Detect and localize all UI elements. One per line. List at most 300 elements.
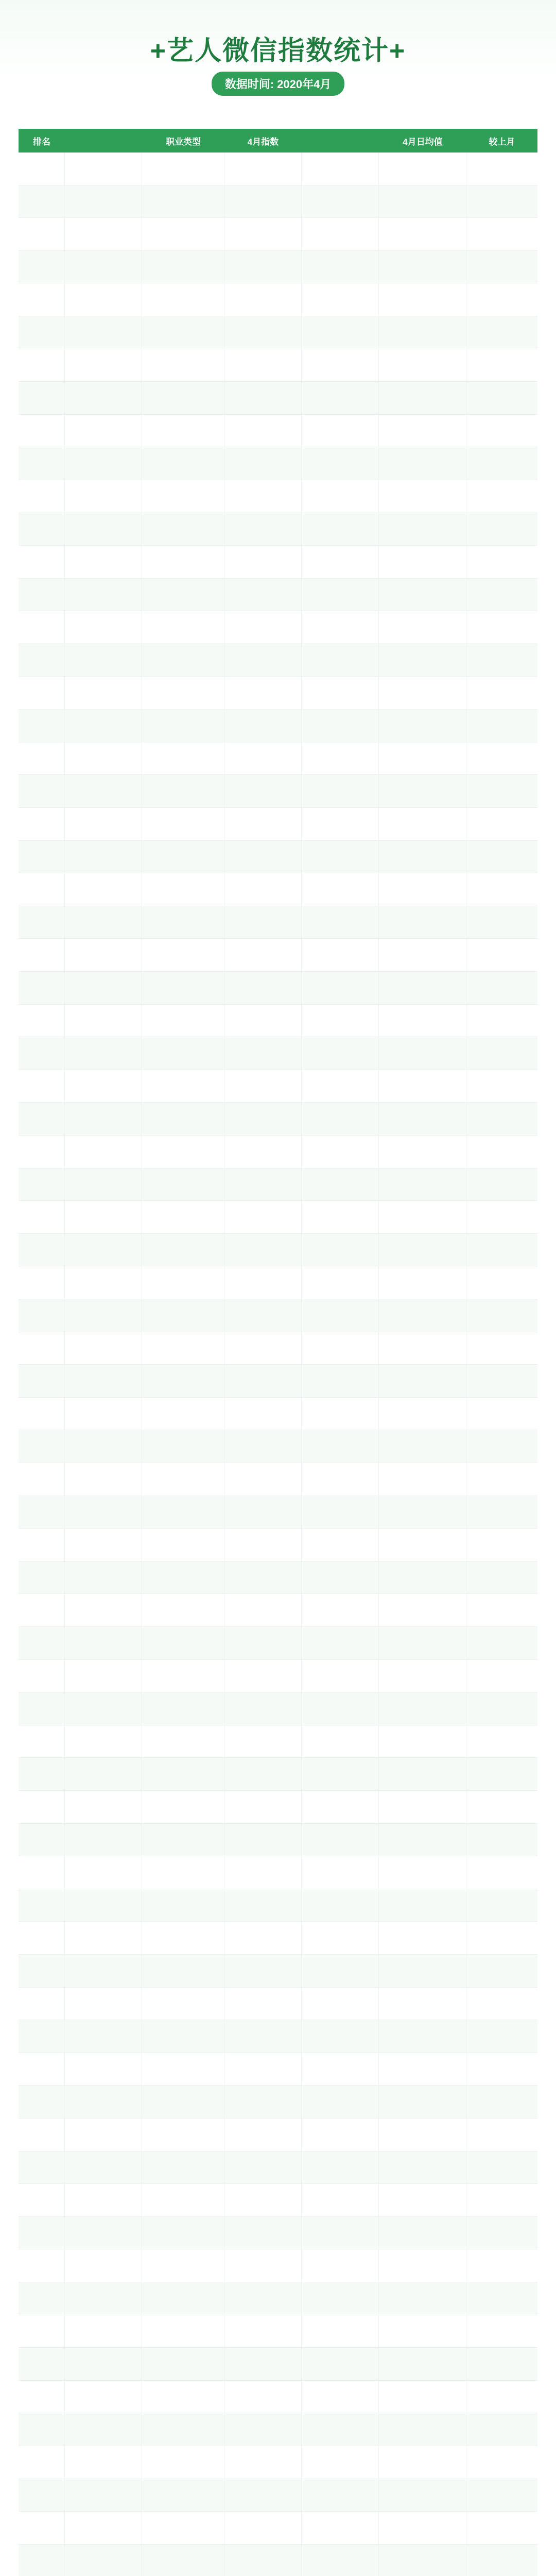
column-header-monthly-index: 4月指数: [247, 137, 279, 147]
table-cell: [65, 1562, 142, 1594]
table-row: [19, 1562, 537, 1595]
table-cell: [302, 1824, 379, 1856]
table-cell: [224, 2348, 302, 2380]
table-cell: [302, 906, 379, 939]
table-cell: [65, 1332, 142, 1365]
table-cell: [65, 1725, 142, 1758]
table-cell: [466, 2151, 537, 2184]
table-cell: [224, 972, 302, 1004]
table-cell: [379, 2086, 466, 2118]
table-cell: [379, 316, 466, 349]
table-cell: [19, 1299, 65, 1332]
table-cell: [466, 447, 537, 480]
table-cell: [466, 2053, 537, 2086]
table-cell: [302, 709, 379, 742]
table-body: [19, 152, 537, 2576]
table-cell: [466, 316, 537, 349]
table-cell: [379, 1758, 466, 1790]
table-cell: [19, 1266, 65, 1299]
table-cell: [466, 1430, 537, 1463]
table-cell: [302, 1758, 379, 1790]
table-cell: [302, 1234, 379, 1266]
table-cell: [466, 2446, 537, 2479]
table-cell: [65, 1266, 142, 1299]
table-cell: [19, 2348, 65, 2380]
table-cell: [19, 808, 65, 840]
table-cell: [302, 2512, 379, 2544]
table-cell: [224, 1988, 302, 2020]
table-cell: [379, 2446, 466, 2479]
table-cell: [302, 1299, 379, 1332]
table-cell: [302, 1562, 379, 1594]
table-row: [19, 1922, 537, 1955]
table-cell: [224, 2545, 302, 2576]
table-cell: [65, 2020, 142, 2053]
table-cell: [19, 1463, 65, 1496]
table-cell: [224, 1791, 302, 1823]
table-cell: [224, 841, 302, 873]
table-cell: [65, 2512, 142, 2544]
table-cell: [224, 1824, 302, 1856]
table-cell: [379, 906, 466, 939]
table-row: [19, 2151, 537, 2184]
table-cell: [302, 2119, 379, 2151]
table-cell: [19, 611, 65, 643]
table-cell: [302, 841, 379, 873]
table-cell: [142, 1660, 224, 1692]
table-cell: [19, 1856, 65, 1889]
table-cell: [466, 480, 537, 513]
table-row: [19, 1266, 537, 1299]
table-cell: [466, 415, 537, 447]
table-cell: [65, 2282, 142, 2315]
table-cell: [65, 1430, 142, 1463]
table-cell: [466, 972, 537, 1004]
table-cell: [466, 677, 537, 709]
table-cell: [379, 2020, 466, 2053]
table-cell: [466, 1529, 537, 1561]
table-cell: [466, 546, 537, 578]
table-cell: [19, 1988, 65, 2020]
table-cell: [466, 2545, 537, 2576]
table-cell: [65, 2086, 142, 2118]
table-cell: [224, 709, 302, 742]
table-cell: [466, 1201, 537, 1233]
table-cell: [19, 1168, 65, 1201]
table-cell: [65, 2184, 142, 2216]
table-cell: [466, 1136, 537, 1168]
table-cell: [466, 1365, 537, 1397]
table-cell: [19, 1496, 65, 1529]
table-cell: [302, 2053, 379, 2086]
table-cell: [19, 579, 65, 611]
table-cell: [302, 2282, 379, 2315]
table-cell: [65, 349, 142, 382]
table-cell: [19, 2053, 65, 2086]
table-cell: [379, 808, 466, 840]
table-cell: [466, 2348, 537, 2380]
table-cell: [302, 2348, 379, 2380]
table-cell: [65, 1496, 142, 1529]
table-cell: [142, 2381, 224, 2413]
table-cell: [19, 2315, 65, 2348]
table-cell: [142, 644, 224, 676]
table-cell: [379, 546, 466, 578]
table-cell: [142, 2315, 224, 2348]
table-cell: [65, 218, 142, 250]
table-cell: [19, 742, 65, 775]
table-cell: [224, 2413, 302, 2446]
table-cell: [65, 2446, 142, 2479]
table-cell: [142, 1529, 224, 1561]
table-row: [19, 1234, 537, 1267]
table-cell: [302, 2545, 379, 2576]
table-cell: [466, 1824, 537, 1856]
table-row: [19, 546, 537, 579]
table-cell: [19, 2086, 65, 2118]
table-cell: [379, 2249, 466, 2282]
table-cell: [466, 709, 537, 742]
table-cell: [302, 742, 379, 775]
table-cell: [466, 808, 537, 840]
table-cell: [379, 1037, 466, 1070]
table-cell: [302, 480, 379, 513]
table-cell: [302, 1463, 379, 1496]
table-cell: [224, 1299, 302, 1332]
table-cell: [19, 1234, 65, 1266]
table-cell: [379, 1168, 466, 1201]
table-cell: [142, 152, 224, 185]
table-cell: [466, 2479, 537, 2512]
table-cell: [142, 1496, 224, 1529]
table-cell: [466, 2119, 537, 2151]
table-cell: [466, 1005, 537, 1037]
table-cell: [65, 808, 142, 840]
table-cell: [142, 316, 224, 349]
table-row: [19, 1037, 537, 1070]
table-row: [19, 251, 537, 284]
table-cell: [65, 1136, 142, 1168]
table-cell: [65, 677, 142, 709]
table-cell: [224, 2315, 302, 2348]
table-cell: [65, 152, 142, 185]
table-cell: [65, 1594, 142, 1626]
table-cell: [302, 1889, 379, 1922]
table-row: [19, 2381, 537, 2414]
table-cell: [466, 775, 537, 807]
table-cell: [224, 1594, 302, 1626]
table-row: [19, 906, 537, 939]
table-row: [19, 2053, 537, 2086]
table-cell: [19, 1922, 65, 1954]
table-cell: [142, 1627, 224, 1659]
table-row: [19, 513, 537, 546]
table-cell: [19, 1005, 65, 1037]
table-cell: [65, 480, 142, 513]
table-cell: [224, 2479, 302, 2512]
table-row: [19, 1005, 537, 1038]
table-cell: [19, 1103, 65, 1135]
table-cell: [466, 1332, 537, 1365]
table-cell: [379, 1692, 466, 1725]
table-cell: [224, 1168, 302, 1201]
page-header: [0, 0, 556, 91]
table-cell: [19, 1791, 65, 1823]
table-cell: [65, 283, 142, 316]
table-cell: [65, 2413, 142, 2446]
table-cell: [142, 1594, 224, 1626]
table-cell: [302, 1398, 379, 1430]
table-cell: [19, 1562, 65, 1594]
table-cell: [379, 1824, 466, 1856]
table-cell: [466, 513, 537, 546]
column-header-category: 职业类型: [166, 137, 201, 147]
table-cell: [379, 251, 466, 283]
table-cell: [65, 1103, 142, 1135]
table-row: [19, 677, 537, 710]
table-cell: [142, 447, 224, 480]
table-cell: [466, 1594, 537, 1626]
table-cell: [224, 1955, 302, 1987]
table-cell: [224, 1463, 302, 1496]
table-cell: [224, 2053, 302, 2086]
table-cell: [19, 1955, 65, 1987]
table-cell: [65, 447, 142, 480]
table-cell: [379, 1266, 466, 1299]
table-cell: [19, 251, 65, 283]
table-cell: [65, 2217, 142, 2249]
table-cell: [142, 349, 224, 382]
table-cell: [379, 1136, 466, 1168]
table-cell: [466, 2184, 537, 2216]
table-cell: [466, 1955, 537, 1987]
table-cell: [302, 1037, 379, 1070]
table-cell: [65, 2381, 142, 2413]
table-cell: [142, 2282, 224, 2315]
table-cell: [466, 2413, 537, 2446]
table-row: [19, 1103, 537, 1136]
table-cell: [65, 1299, 142, 1332]
table-cell: [19, 2020, 65, 2053]
table-cell: [302, 447, 379, 480]
table-cell: [65, 1529, 142, 1561]
table-cell: [142, 2020, 224, 2053]
table-cell: [466, 873, 537, 906]
table-cell: [379, 1463, 466, 1496]
table-cell: [19, 480, 65, 513]
table-cell: [466, 382, 537, 414]
table-cell: [302, 1103, 379, 1135]
table-cell: [19, 841, 65, 873]
table-cell: [65, 2479, 142, 2512]
table-cell: [379, 1299, 466, 1332]
table-row: [19, 1136, 537, 1168]
table-row: [19, 2086, 537, 2119]
table-cell: [19, 1037, 65, 1070]
table-cell: [142, 1824, 224, 1856]
table-cell: [224, 2217, 302, 2249]
table-cell: [142, 2119, 224, 2151]
table-cell: [466, 2282, 537, 2315]
table-cell: [19, 1889, 65, 1922]
table-cell: [302, 185, 379, 218]
table-cell: [224, 1398, 302, 1430]
table-cell: [466, 1562, 537, 1594]
table-cell: [302, 2184, 379, 2216]
table-cell: [466, 1168, 537, 1201]
table-cell: [142, 1136, 224, 1168]
table-cell: [142, 2217, 224, 2249]
table-cell: [302, 1365, 379, 1397]
table-cell: [19, 906, 65, 939]
table-cell: [19, 1430, 65, 1463]
table-row: [19, 1627, 537, 1660]
table-cell: [379, 1398, 466, 1430]
table-cell: [19, 1660, 65, 1692]
table-cell: [466, 1627, 537, 1659]
table-cell: [302, 1988, 379, 2020]
table-cell: [142, 251, 224, 283]
table-cell: [224, 1070, 302, 1103]
table-cell: [224, 1562, 302, 1594]
table-cell: [224, 415, 302, 447]
table-cell: [142, 808, 224, 840]
table-cell: [142, 2151, 224, 2184]
table-cell: [379, 283, 466, 316]
table-cell: [142, 1365, 224, 1397]
table-cell: [224, 808, 302, 840]
table-cell: [302, 775, 379, 807]
table-cell: [466, 742, 537, 775]
table-row: [19, 152, 537, 185]
table-row: [19, 1725, 537, 1758]
table-cell: [466, 152, 537, 185]
table-cell: [302, 2217, 379, 2249]
table-cell: [224, 1856, 302, 1889]
table-cell: [65, 382, 142, 414]
table-cell: [65, 1037, 142, 1070]
table-cell: [142, 906, 224, 939]
table-cell: [302, 1529, 379, 1561]
table-cell: [19, 185, 65, 218]
table-cell: [142, 1332, 224, 1365]
table-cell: [19, 677, 65, 709]
table-cell: [466, 2217, 537, 2249]
table-cell: [19, 2119, 65, 2151]
table-cell: [466, 1037, 537, 1070]
table-cell: [142, 873, 224, 906]
table-cell: [302, 644, 379, 676]
table-cell: [224, 1889, 302, 1922]
table-cell: [65, 1168, 142, 1201]
table-cell: [302, 2413, 379, 2446]
table-cell: [466, 349, 537, 382]
table-cell: [379, 1955, 466, 1987]
table-cell: [19, 447, 65, 480]
table-row: [19, 2217, 537, 2250]
table-cell: [379, 2282, 466, 2315]
table-cell: [379, 513, 466, 546]
table-cell: [302, 1168, 379, 1201]
table-cell: [224, 1266, 302, 1299]
table-cell: [224, 185, 302, 218]
table-cell: [379, 1529, 466, 1561]
table-cell: [65, 2151, 142, 2184]
table-cell: [19, 316, 65, 349]
table-cell: [379, 972, 466, 1004]
table-cell: [379, 2053, 466, 2086]
table-cell: [379, 1332, 466, 1365]
table-cell: [65, 1922, 142, 1954]
table-cell: [142, 382, 224, 414]
table-row: [19, 1430, 537, 1463]
table-cell: [142, 1299, 224, 1332]
table-cell: [65, 2053, 142, 2086]
table-cell: [302, 1660, 379, 1692]
table-row: [19, 1791, 537, 1824]
table-cell: [65, 1955, 142, 1987]
table-cell: [302, 808, 379, 840]
table-cell: [224, 1922, 302, 1954]
table-cell: [142, 1234, 224, 1266]
table-cell: [224, 677, 302, 709]
table-cell: [65, 316, 142, 349]
table-cell: [142, 2545, 224, 2576]
table-cell: [302, 546, 379, 578]
table-cell: [142, 1889, 224, 1922]
table-cell: [224, 2249, 302, 2282]
table-cell: [224, 1430, 302, 1463]
table-cell: [142, 1692, 224, 1725]
table-cell: [379, 1070, 466, 1103]
table-cell: [379, 1856, 466, 1889]
table-cell: [302, 349, 379, 382]
table-cell: [379, 644, 466, 676]
table-row: [19, 579, 537, 612]
table-cell: [142, 2446, 224, 2479]
table-cell: [224, 251, 302, 283]
table-cell: [224, 742, 302, 775]
table-cell: [224, 349, 302, 382]
table-row: [19, 2413, 537, 2446]
table-cell: [19, 2184, 65, 2216]
table-cell: [466, 1496, 537, 1529]
table-row: [19, 2348, 537, 2381]
table-cell: [142, 2086, 224, 2118]
table-cell: [466, 2512, 537, 2544]
table-cell: [224, 513, 302, 546]
table-row: [19, 1529, 537, 1562]
table-cell: [142, 2348, 224, 2380]
table-cell: [19, 382, 65, 414]
table-cell: [302, 513, 379, 546]
table-cell: [224, 2119, 302, 2151]
table-cell: [142, 513, 224, 546]
table-cell: [302, 316, 379, 349]
table-cell: [379, 152, 466, 185]
table-cell: [65, 2348, 142, 2380]
table-cell: [379, 1594, 466, 1626]
table-cell: [142, 2413, 224, 2446]
table-cell: [65, 1758, 142, 1790]
table-row: [19, 185, 537, 218]
table-cell: [19, 513, 65, 546]
table-cell: [466, 1791, 537, 1823]
table-cell: [142, 546, 224, 578]
table-row: [19, 2184, 537, 2217]
table-cell: [19, 2151, 65, 2184]
table-cell: [142, 185, 224, 218]
